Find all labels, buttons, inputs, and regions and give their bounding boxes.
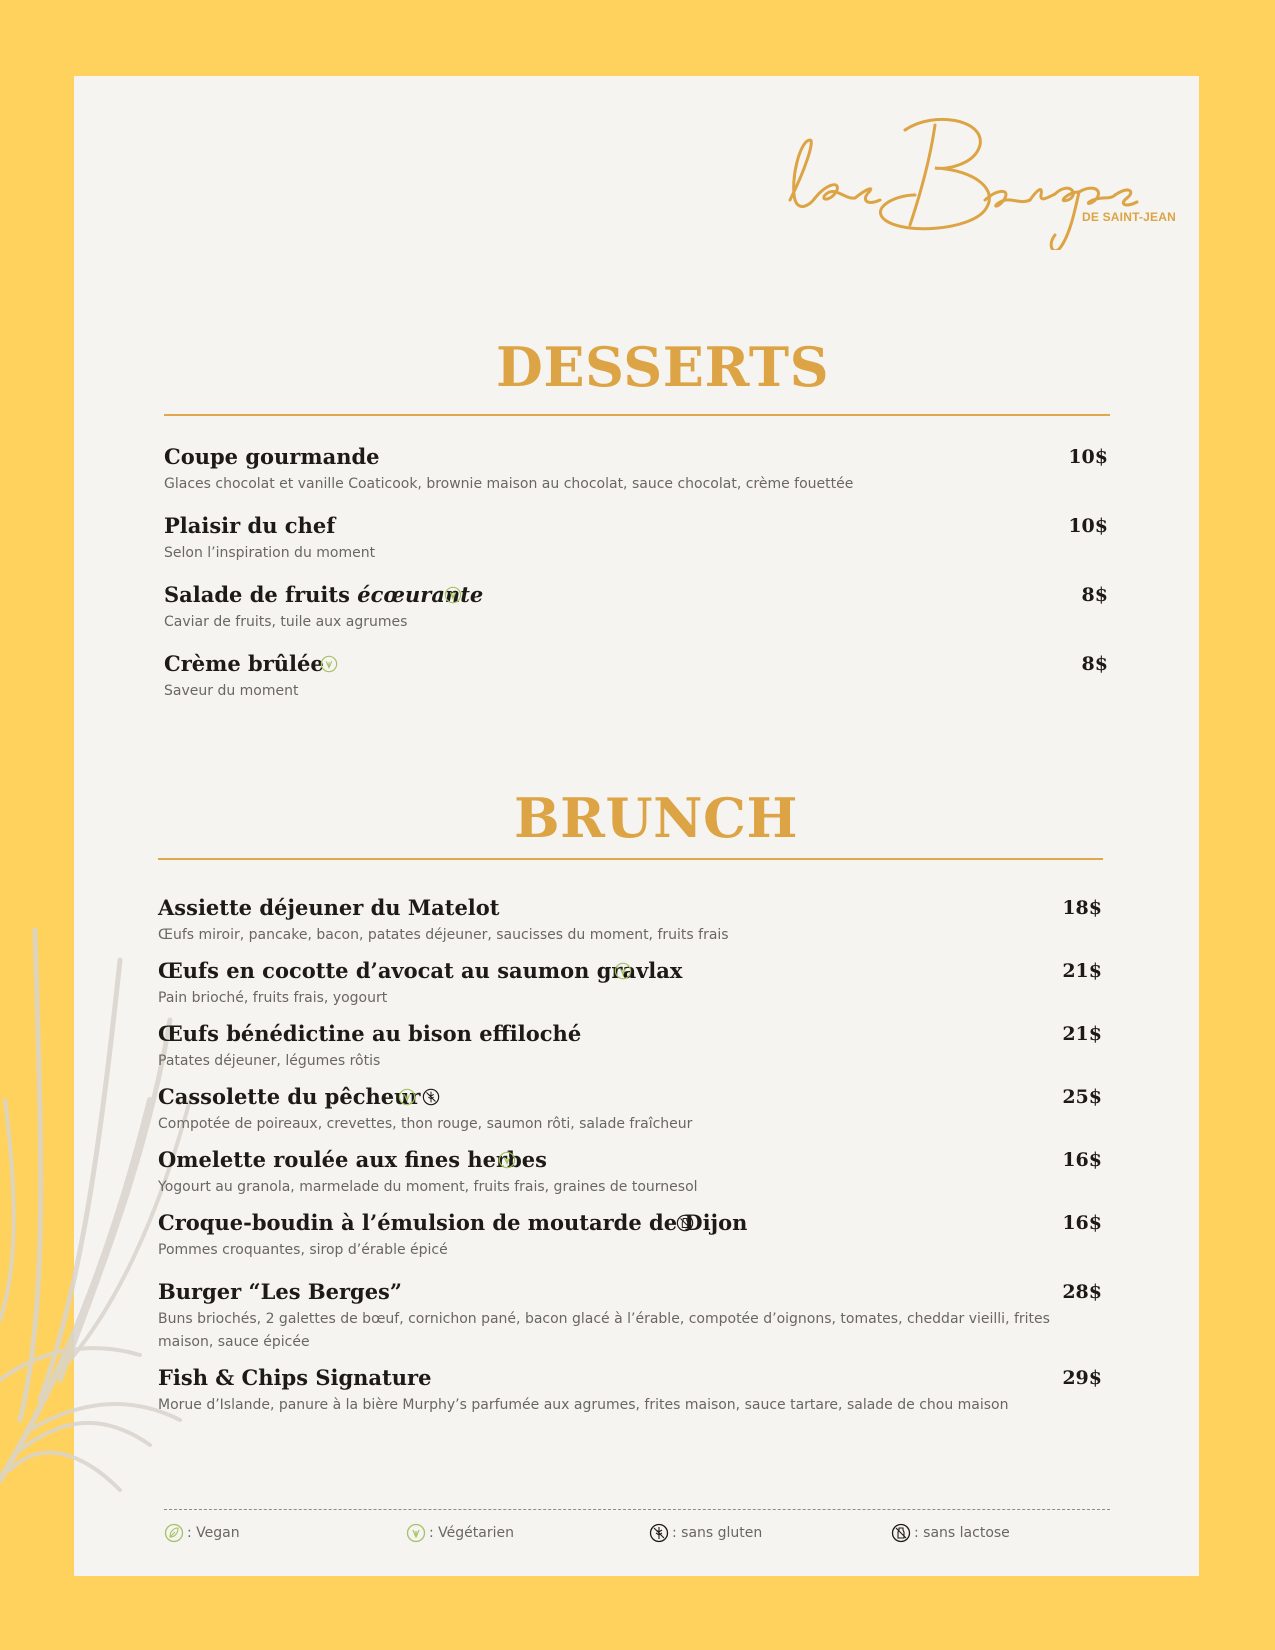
item-name: Cassolette du pêcheur [158,1084,421,1109]
menu-item [158,1279,1102,1351]
menu-item [164,444,1108,496]
item-price: 16$ [1062,1212,1102,1234]
item-description: Selon l’inspiration du moment [164,545,376,561]
item-name: Œufs bénédictine au bison effiloché [158,1021,582,1046]
item-price: 18$ [1062,897,1102,919]
item-name: Burger “Les Berges” [158,1279,402,1304]
item-name: Fish & Chips Signature [158,1365,432,1390]
vegetarian-icon [398,1088,416,1106]
brunch-divider [158,858,1103,860]
legend-vegan [164,1523,240,1543]
item-description: Caviar de fruits, tuile aux agrumes [164,614,408,630]
vegetarian-icon [406,1523,426,1543]
item-description: Pommes croquantes, sirop d’érable épicé [158,1242,448,1258]
item-name: Plaisir du chef [164,513,336,538]
item-description: Glaces chocolat et vanille Coaticook, brownie maison au chocolat, sauce chocolat, crème fouettée [164,476,854,492]
menu-item [158,1210,1102,1262]
vegetarian-icon [614,962,632,980]
item-name: Œufs en cocotte d’avocat au saumon gravlax [158,958,683,983]
legend-label: : sans gluten [672,1525,763,1541]
desserts-divider [164,414,1110,416]
item-name: Croque-boudin à l’émulsion de moutarde de Dijon [158,1210,748,1235]
vegetarian-icon [320,655,338,673]
vegan-icon [164,1523,184,1543]
item-description: Compotée de poireaux, crevettes, thon rouge, saumon rôti, salade fraîcheur [158,1116,693,1132]
menu-item [164,582,1108,634]
legend-divider [164,1509,1110,1510]
item-name: Assiette déjeuner du Matelot [158,895,500,920]
gluten-free-icon [649,1523,669,1543]
item-name: Coupe gourmande [164,444,380,469]
item-description: Saveur du moment [164,683,299,699]
item-name [164,582,483,607]
item-price: 8$ [1081,653,1108,675]
lactose-free-icon [891,1523,911,1543]
menu-item [158,1021,1102,1073]
legend-gluten-free [649,1523,762,1543]
item-description: Œufs miroir, pancake, bacon, patates déjeuner, saucisses du moment, fruits frais [158,927,729,943]
item-price: 16$ [1062,1149,1102,1171]
item-description: Yogourt au granola, marmelade du moment, fruits frais, graines de tournesol [158,1179,698,1195]
gluten-free-icon [422,1088,440,1106]
menu-item [158,1084,1102,1136]
item-price: 28$ [1062,1281,1102,1303]
item-price: 29$ [1062,1367,1102,1389]
item-name: Crème brûlée [164,651,324,676]
item-description: Pain brioché, fruits frais, yogourt [158,990,388,1006]
item-price: 10$ [1068,515,1108,537]
menu-item [158,1365,1102,1417]
item-name-italic: écœurante [357,582,484,607]
legend-label: : Vegan [187,1525,240,1541]
vegetarian-icon [444,586,462,604]
brunch-title: BRUNCH [514,786,798,850]
menu-item [158,895,1102,947]
lactose-free-icon [676,1214,694,1232]
desserts-title: DESSERTS [496,335,830,399]
legend-vegetarian [406,1523,514,1543]
item-name: Omelette roulée aux fines herbes [158,1147,547,1172]
brand-subtitle: DE SAINT-JEAN [1082,210,1176,224]
menu-item [158,958,1102,1010]
item-description: Patates déjeuner, légumes rôtis [158,1053,381,1069]
vegetarian-icon [498,1151,516,1169]
item-price: 25$ [1062,1086,1102,1108]
brand-logo [785,100,1195,250]
item-name-plain: Salade de fruits [164,582,358,607]
item-price: 10$ [1068,446,1108,468]
item-description: Buns briochés, 2 galettes de bœuf, cornichon pané, bacon glacé à l’érable, compotée d’oignons, tomates, cheddar vieilli, frites maison, sauce épicée [158,1311,1050,1350]
legend-label: : Végétarien [429,1525,514,1541]
menu-item [164,651,1108,703]
item-price: 21$ [1062,1023,1102,1045]
menu-item [158,1147,1102,1199]
item-description: Morue d’Islande, panure à la bière Murphy’s parfumée aux agrumes, frites maison, sauce tartare, salade de chou maison [158,1397,1009,1413]
legend-label: : sans lactose [914,1525,1010,1541]
item-price: 21$ [1062,960,1102,982]
legend-lactose-free [891,1523,1010,1543]
menu-item [164,513,1108,565]
item-price: 8$ [1081,584,1108,606]
